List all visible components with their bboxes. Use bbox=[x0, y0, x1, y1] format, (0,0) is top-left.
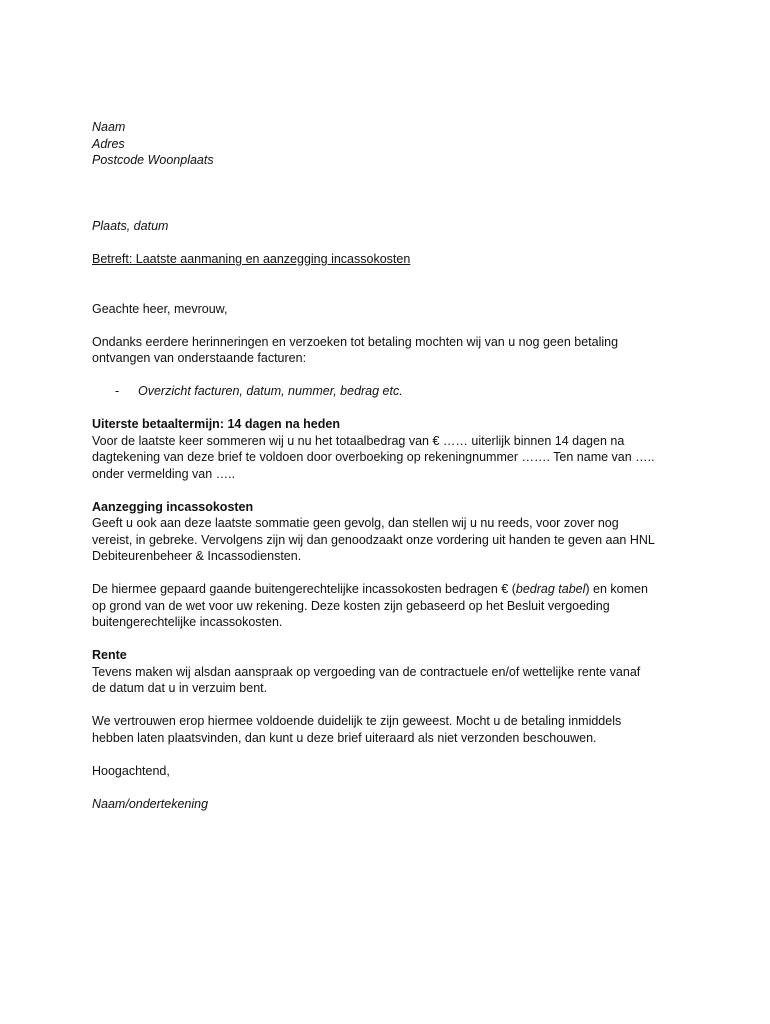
collection-section bbox=[92, 499, 692, 565]
intro-line: Ondanks eerdere herinneringen en verzoeken tot betaling mochten wij van u nog geen betaling bbox=[92, 334, 619, 349]
costs-line bbox=[92, 581, 692, 598]
costs-amount-table: bedrag tabel bbox=[515, 582, 586, 596]
collection-line: Geeft u ook aan deze laatste sommatie geen gevolg, dan stellen wij u nu reeds, voor zover nog bbox=[92, 516, 619, 530]
place-date: Plaats, datum bbox=[92, 219, 169, 233]
sender-address: Adres bbox=[92, 136, 125, 151]
sender-name: Naam bbox=[92, 120, 126, 134]
sender-postal: Postcode Woonplaats bbox=[92, 153, 214, 167]
interest-line: de datum dat u in verzuim bent. bbox=[92, 681, 268, 695]
closing-line: We vertrouwen erop hiermee voldoende duidelijk te zijn geweest. Mocht u de betaling inmiddels bbox=[92, 714, 622, 728]
deadline-line: onder vermelding van ….. bbox=[92, 466, 236, 481]
costs-text-post: ) en komen bbox=[585, 582, 648, 596]
collection-line: vereist, in gebreke. Vervolgens zijn wij dan genoodzaakt onze vordering uit handen te geven aan HNL bbox=[92, 532, 655, 547]
costs-paragraph bbox=[92, 581, 692, 631]
costs-line: op grond van de wet voor uw rekening. Deze kosten zijn gebaseerd op het Besluit vergoeding bbox=[92, 598, 610, 613]
interest-heading: Rente bbox=[92, 648, 127, 662]
deadline-line: dagtekening van deze brief te voldoen door overboeking op rekeningnummer ……. Ten name van ….. bbox=[92, 450, 655, 464]
interest-line: Tevens maken wij alsdan aanspraak op vergoeding van de contractuele en/of wettelijke rente vanaf bbox=[92, 664, 641, 679]
sender-block bbox=[92, 119, 692, 169]
bullet-text: Overzicht facturen, datum, nummer, bedrag etc. bbox=[138, 384, 403, 398]
salutation: Geachte heer, mevrouw, bbox=[92, 301, 228, 316]
signature: Naam/ondertekening bbox=[92, 796, 209, 811]
deadline-section bbox=[92, 416, 692, 482]
invoice-bullet bbox=[92, 383, 692, 400]
collection-heading: Aanzegging incassokosten bbox=[92, 499, 254, 514]
letter-page bbox=[92, 119, 692, 812]
costs-line: buitengerechtelijke incassokosten. bbox=[92, 615, 283, 629]
closing-paragraph bbox=[92, 713, 692, 746]
costs-text-pre: De hiermee gepaard gaande buitengerechtelijke incassokosten bedragen € ( bbox=[92, 582, 516, 596]
interest-section bbox=[92, 647, 692, 697]
closing-line: hebben laten plaatsvinden, dan kunt u deze brief uiteraard als niet verzonden beschouwen. bbox=[92, 730, 597, 745]
intro-paragraph bbox=[92, 334, 692, 367]
bullet-dash: - bbox=[115, 384, 120, 398]
deadline-line: Voor de laatste keer sommeren wij u nu het totaalbedrag van € …… uiterlijk binnen 14 dagen na bbox=[92, 433, 625, 448]
greeting: Hoogachtend, bbox=[92, 763, 170, 778]
intro-line: ontvangen van onderstaande facturen: bbox=[92, 351, 307, 365]
subject-line: Betreft: Laatste aanmaning en aanzegging incassokosten bbox=[92, 252, 411, 266]
deadline-heading: Uiterste betaaltermijn: 14 dagen na heden bbox=[92, 417, 340, 431]
collection-line: Debiteurenbeheer & Incassodiensten. bbox=[92, 549, 302, 563]
